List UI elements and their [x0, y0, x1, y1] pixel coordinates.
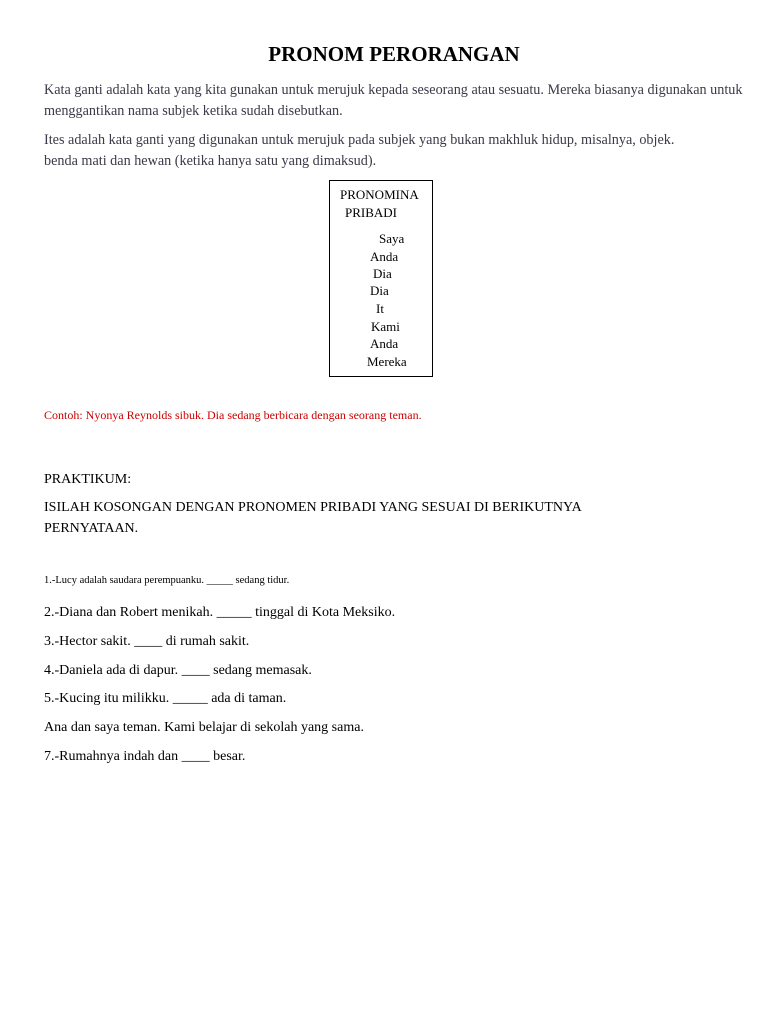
pronoun-dia: Dia — [373, 266, 392, 281]
practice-label: PRAKTIKUM: — [44, 472, 132, 487]
intro-paragraph-2 — [44, 130, 754, 172]
exercise-item-5: 5.-Kucing itu milikku. _____ ada di taman. — [44, 691, 287, 706]
exercise-instruction: ISILAH KOSONGAN DENGAN PRONOMEN PRIBADI YANG SESUAI DI BERIKUTNYA PERNYATAAN. — [44, 500, 581, 536]
pronoun-mereka: Mereka — [367, 354, 407, 369]
intro-paragraph-1: Kata ganti adalah kata yang kita gunakan untuk merujuk kepada seseorang atau sesuatu. Mereka biasanya digunakan untuk menggantikan nama subjek ketika sudah disebutkan. — [44, 82, 743, 119]
exercise-item-7: 7.-Rumahnya indah dan ____ besar. — [44, 749, 246, 764]
intro-paragraph-2-line-2: benda mati dan hewan (ketika hanya satu yang dimaksud). — [44, 153, 377, 169]
exercise-item-3: 3.-Hector sakit. ____ di rumah sakit. — [44, 634, 250, 649]
exercise-item-2: 2.-Diana dan Robert menikah. _____ tinggal di Kota Meksiko. — [44, 605, 396, 620]
intro-paragraph-2-line-1: Ites adalah kata ganti yang digunakan untuk merujuk pada subjek yang bukan makhluk hidup, misalnya, objek. — [44, 132, 675, 148]
pronoun-box — [329, 180, 433, 377]
pronoun-kami: Kami — [371, 319, 400, 334]
pronoun-saya: Saya — [379, 231, 405, 246]
pronoun-box-title-line-1: PRONOMINA — [340, 187, 419, 202]
example-sentence: Contoh: Nyonya Reynolds sibuk. Dia sedang berbicara dengan seorang teman. — [44, 408, 422, 422]
document-title: PRONOM PERORANGAN — [268, 42, 520, 66]
pronoun-box-title-line-2: PRIBADI — [345, 205, 398, 220]
pronoun-anda: Anda — [370, 249, 399, 264]
exercise-item-4: 4.-Daniela ada di dapur. ____ sedang memasak. — [44, 663, 312, 678]
pronoun-box-title — [340, 186, 419, 222]
pronoun-it: It — [376, 301, 384, 316]
exercise-item-1: 1.-Lucy adalah saudara perempuanku. _____ sedang tidur. — [44, 575, 290, 586]
exercise-item-6: Ana dan saya teman. Kami belajar di sekolah yang sama. — [44, 720, 364, 735]
pronoun-dia-2: Dia — [370, 283, 389, 298]
pronoun-anda-2: Anda — [370, 336, 399, 351]
